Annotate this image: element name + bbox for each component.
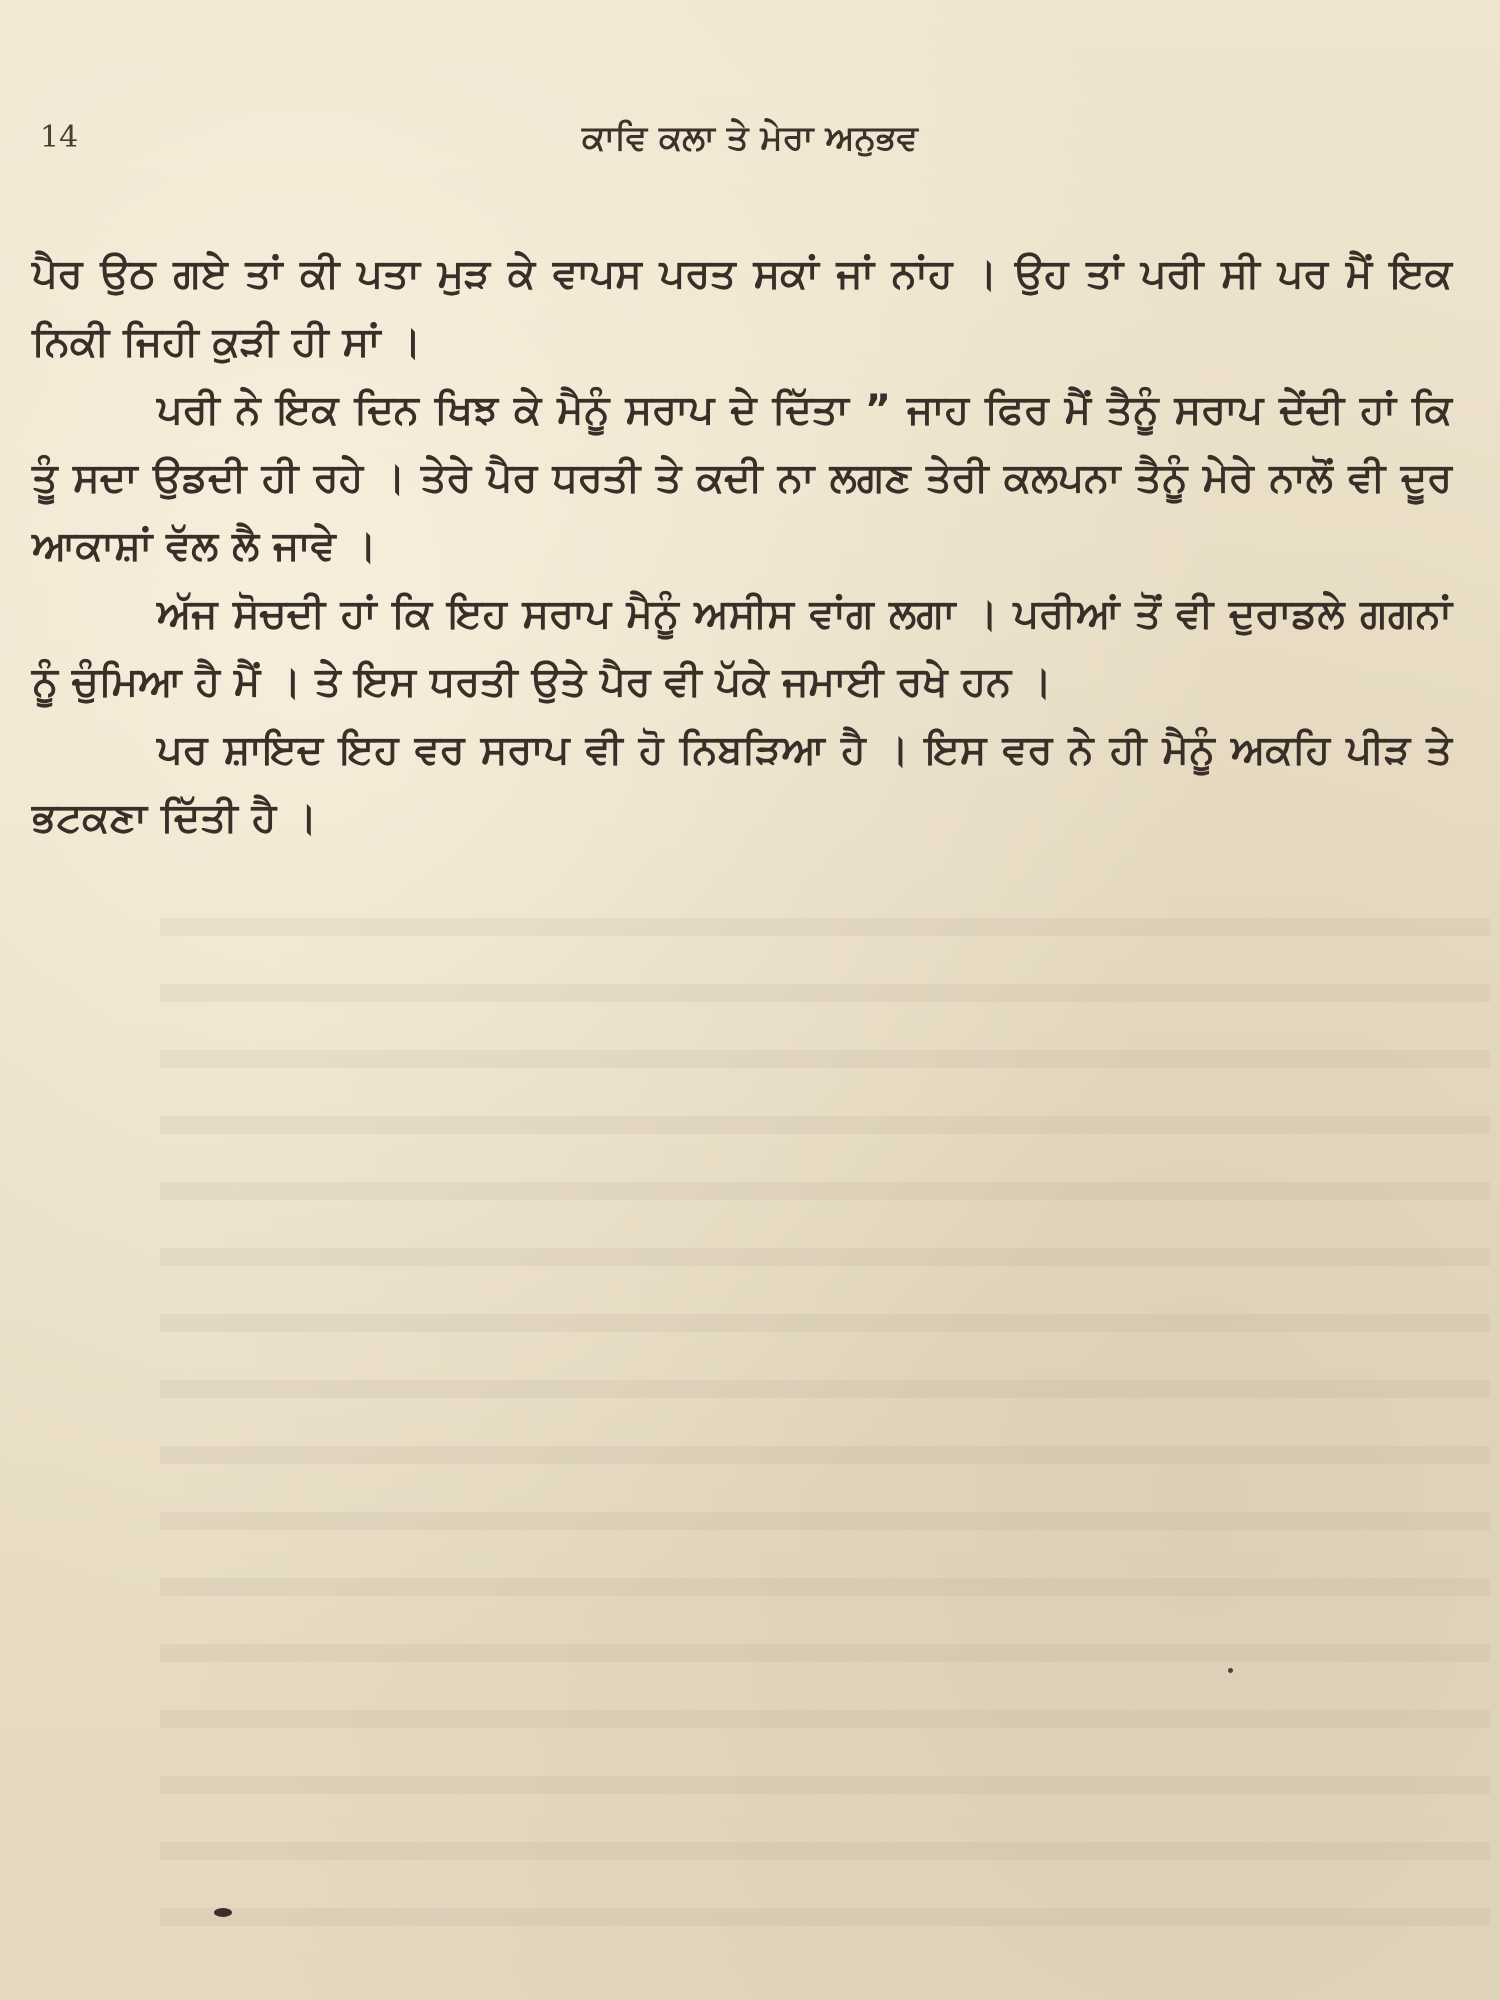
paragraph: ਪਰ ਸ਼ਾਇਦ ਇਹ ਵਰ ਸਰਾਪ ਵੀ ਹੋ ਨਿਬੜਿਆ ਹੈ । ਇਸ ਵਰ ਨੇ ਹੀ ਮੈਨੂੰ ਅਕਹਿ ਪੀੜ ਤੇ ਭਟਕਣਾ ਦਿੱਤੀ ਹੈ । (32, 727, 1452, 841)
paragraph: ਪਰੀ ਨੇ ਇਕ ਦਿਨ ਖਿਝ ਕੇ ਮੈਨੂੰ ਸਰਾਪ ਦੇ ਦਿੱਤਾ ” ਜਾਹ ਫਿਰ ਮੈਂ ਤੈਨੂੰ ਸਰਾਪ ਦੇਂਦੀ ਹਾਂ ਕਿ ਤੂੰ ਸਦਾ ਉਡਦੀ ਹੀ ਰਹੇ । ਤੇਰੇ ਪੈਰ ਧਰਤੀ ਤੇ ਕਦੀ ਨਾ ਲਗਣ ਤੇਰੀ ਕਲਪਨਾ ਤੈਨੂੰ ਮੇਰੇ ਨਾਲੋਂ ਵੀ ਦੂਰ ਆਕਾਸ਼ਾਂ ਵੱਲ ਲੈ ਜਾਵੇ । (32, 387, 1452, 569)
paragraph: ਪੈਰ ਉਠ ਗਏ ਤਾਂ ਕੀ ਪਤਾ ਮੁੜ ਕੇ ਵਾਪਸ ਪਰਤ ਸਕਾਂ ਜਾਂ ਨਾਂਹ । ਉਹ ਤਾਂ ਪਰੀ ਸੀ ਪਰ ਮੈਂ ਇਕ ਨਿਕੀ ਜਿਹੀ ਕੁੜੀ ਹੀ ਸਾਂ । (32, 251, 1452, 365)
ink-spot (214, 1908, 232, 1917)
paragraph: ਅੱਜ ਸੋਚਦੀ ਹਾਂ ਕਿ ਇਹ ਸਰਾਪ ਮੈਨੂੰ ਅਸੀਸ ਵਾਂਗ ਲਗਾ । ਪਰੀਆਂ ਤੋਂ ਵੀ ਦੁਰਾਡਲੇ ਗਗਨਾਂ ਨੂੰ ਚੁੰਮਿਆ ਹੈ ਮੈਂ । ਤੇ ਇਸ ਧਰਤੀ ਉਤੇ ਪੈਰ ਵੀ ਪੱਕੇ ਜਮਾਈ ਰਖੇ ਹਨ । (32, 591, 1452, 705)
body-text (32, 240, 1452, 852)
bleed-through-texture (160, 880, 1490, 1960)
ink-dot (1228, 1668, 1233, 1673)
running-title: ਕਾਵਿ ਕਲਾ ਤੇ ਮੇਰਾ ਅਨੁਭਵ (582, 118, 918, 158)
page-number: 14 (40, 120, 79, 155)
